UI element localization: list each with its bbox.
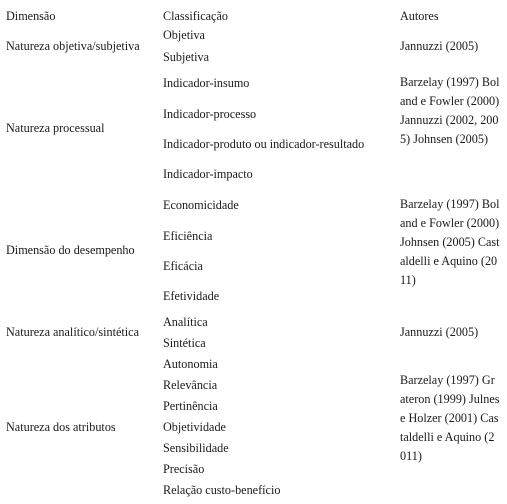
row-classification: Autonomia: [163, 357, 218, 371]
row-classification: Subjetiva: [163, 50, 210, 64]
row-authors: Barzelay (1997) Boland e Fowler (2000) Johnsen (2005) Castaldelli e Aquino (2011): [400, 197, 500, 288]
row-classification: Indicador-produto ou indicador-resultado: [163, 137, 365, 151]
row-classification: Pertinência: [163, 399, 218, 413]
row-classification: Efetividade: [163, 289, 220, 303]
header-classification: Classificação: [163, 9, 228, 23]
row-dimension: Natureza processual: [6, 121, 105, 135]
header-dimension: Dimensão: [6, 9, 56, 23]
row-classification: Eficácia: [163, 259, 203, 273]
row-classification: Objetiva: [163, 28, 205, 42]
row-classification: Relação custo-benefício: [163, 483, 281, 497]
row-classification: Sensibilidade: [163, 441, 229, 455]
header-authors: Autores: [400, 9, 439, 23]
row-classification: Eficiência: [163, 229, 213, 243]
row-classification: Economicidade: [163, 198, 239, 212]
row-dimension: Natureza objetiva/subjetiva: [6, 39, 140, 53]
row-classification: Indicador-impacto: [163, 167, 253, 181]
row-classification: Sintética: [163, 336, 206, 350]
row-classification: Objetividade: [163, 420, 226, 434]
row-authors: Jannuzzi (2005): [400, 39, 479, 53]
row-authors: Jannuzzi (2005): [400, 325, 479, 339]
row-dimension: Natureza dos atributos: [6, 420, 116, 434]
row-authors: Barzelay (1997) Grateron (1999) Julnes e Holzer (2001) Castaldelli e Aquino (2011): [400, 373, 500, 464]
row-classification: Indicador-insumo: [163, 76, 250, 90]
row-classification: Indicador-processo: [163, 107, 257, 121]
row-classification: Precisão: [163, 462, 205, 476]
row-dimension: Natureza analítico/sintética: [6, 325, 139, 339]
row-authors: Barzelay (1997) Boland e Fowler (2000) Jannuzzi (2002, 2005) Johnsen (2005): [400, 75, 500, 147]
row-dimension: Dimensão do desempenho: [6, 243, 135, 257]
row-classification: Analítica: [163, 315, 208, 329]
row-classification: Relevância: [163, 378, 218, 392]
